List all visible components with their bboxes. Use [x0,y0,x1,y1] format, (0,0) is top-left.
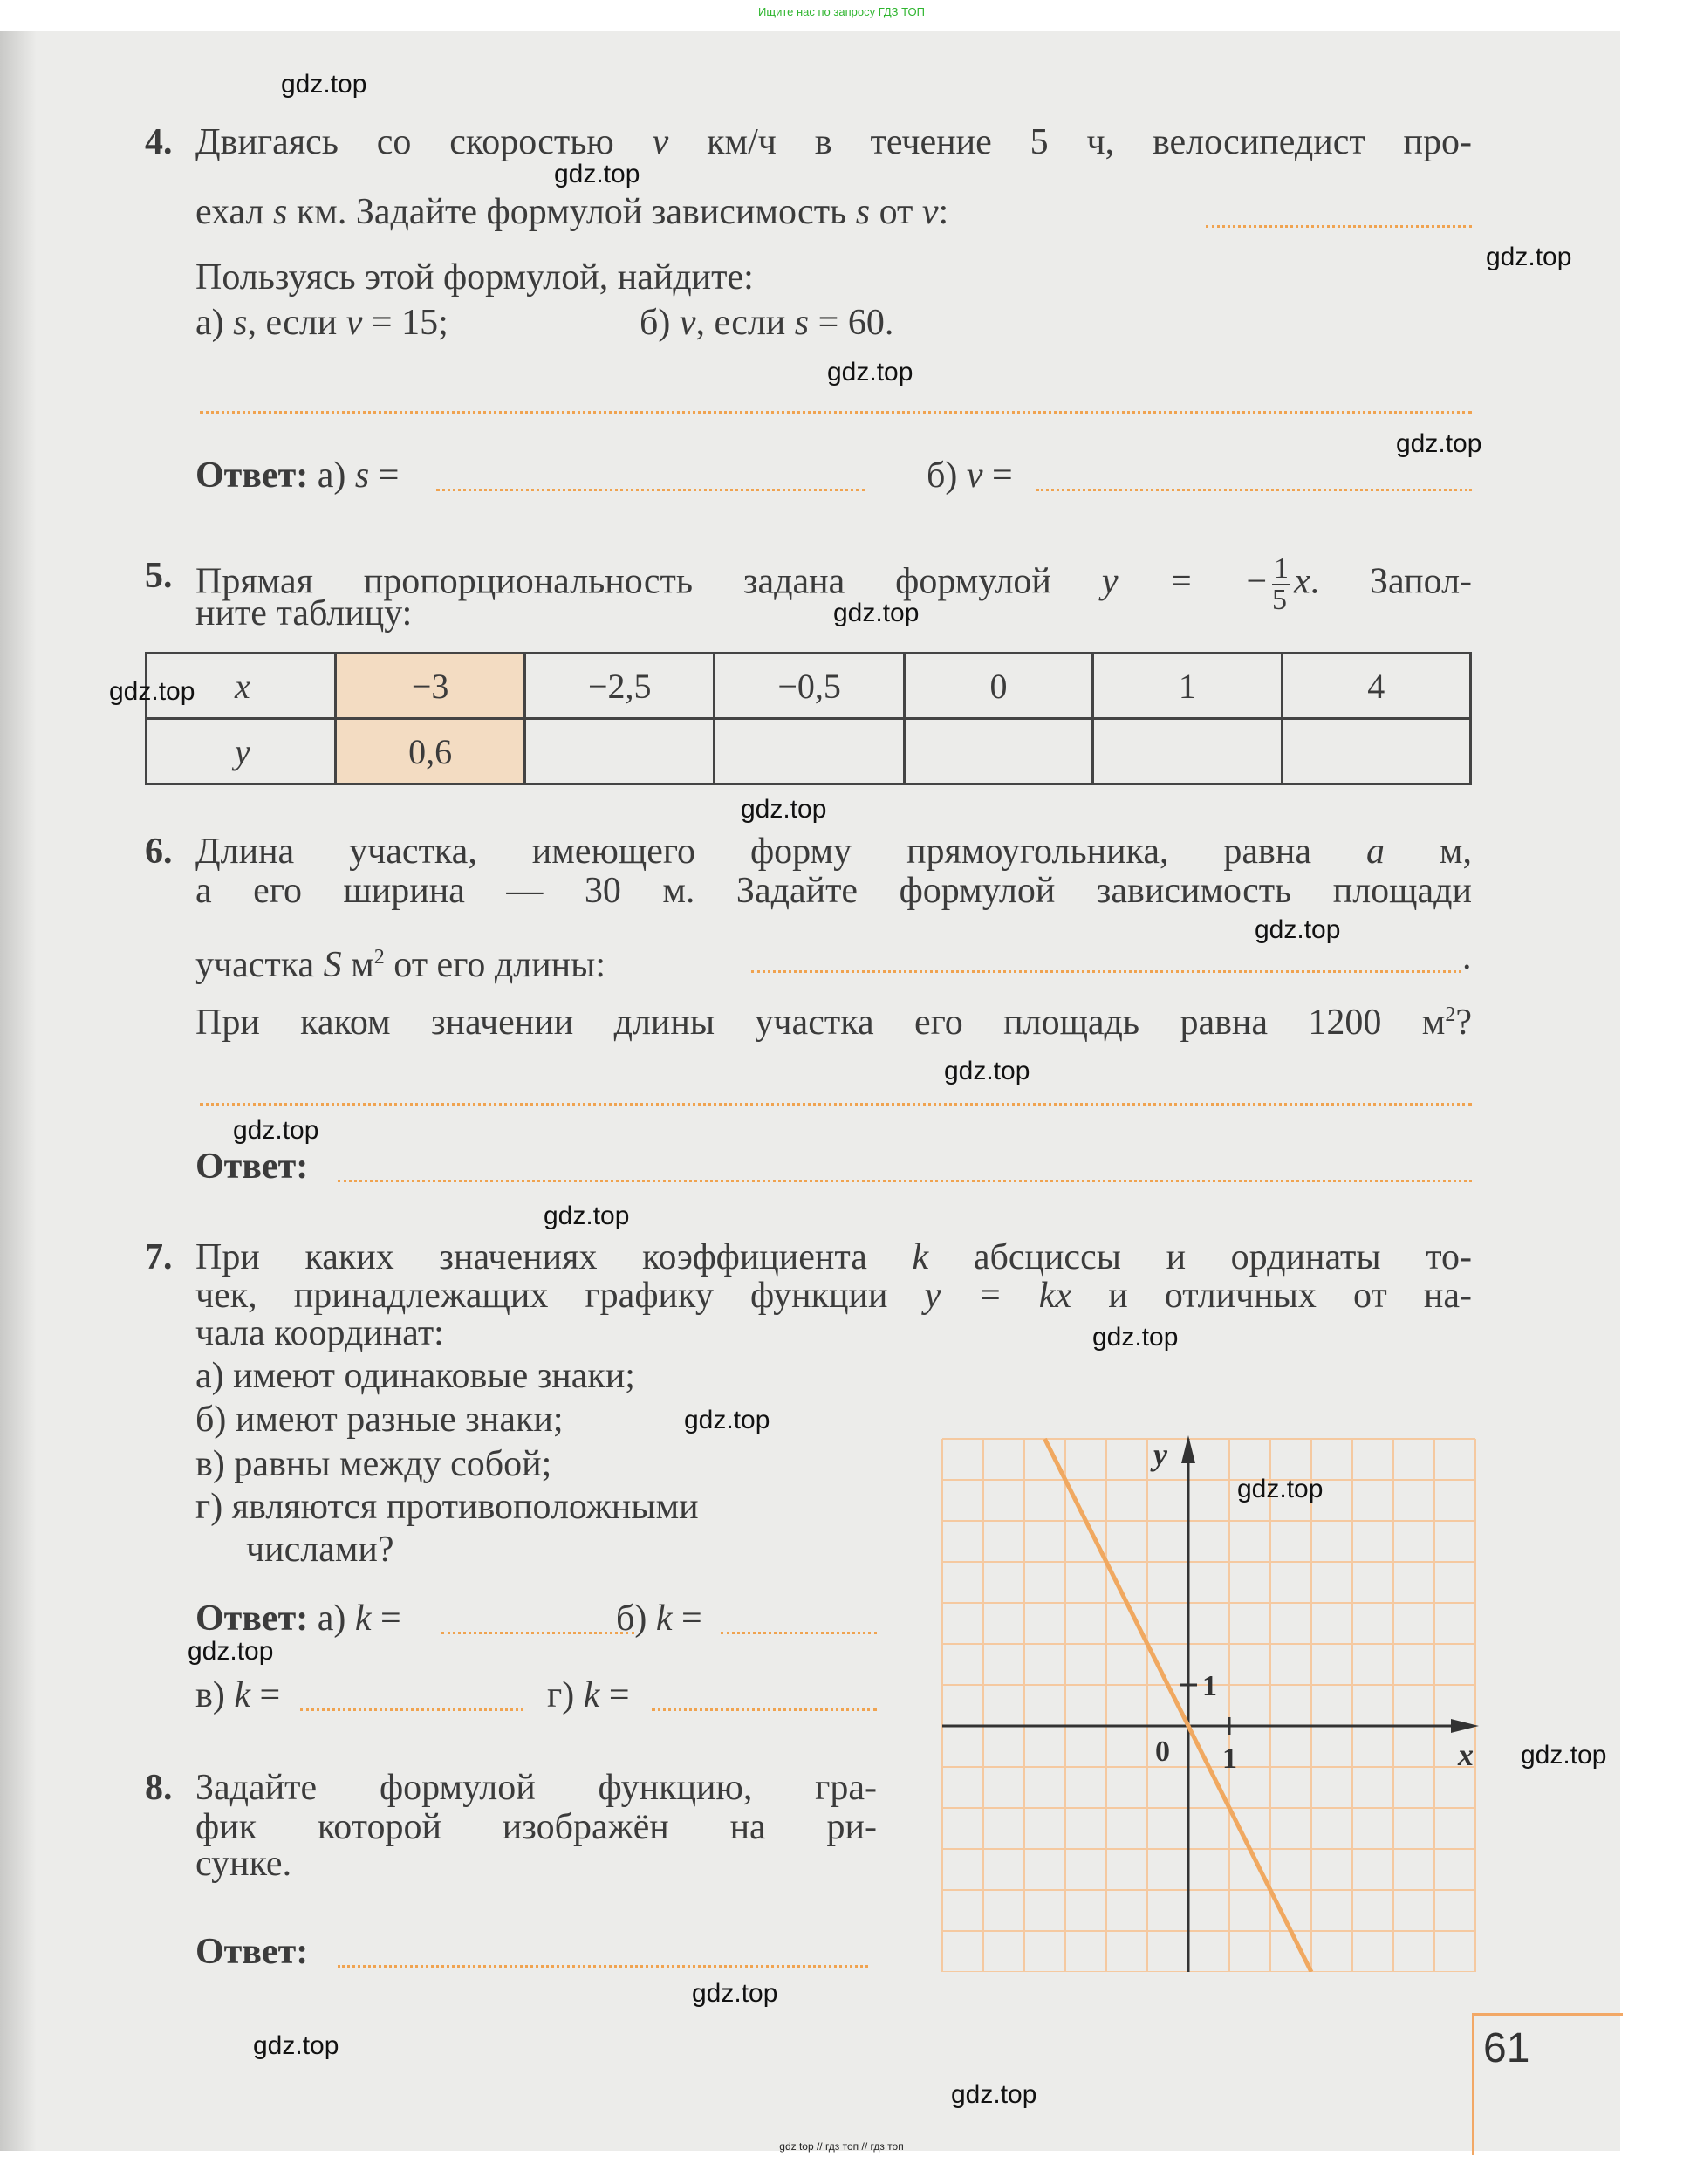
task4-part-a [195,301,448,345]
task7-option-d: г) являются противоположными [195,1487,699,1527]
task4-line1 [195,120,1472,164]
table-cell: 4 [1282,654,1470,719]
table-input-cell[interactable] [1093,719,1282,784]
text: Длина участка, имеющего форму прямоугольника, равна [195,832,1312,872]
superscript: 2 [373,946,385,969]
text: Двигаясь со скоростью [195,122,614,162]
text: = [982,455,1013,496]
task6-answer-field[interactable] [338,1180,1472,1182]
task7-answer-b-field[interactable] [721,1632,877,1634]
text: км. Задайте формулой зависимость [296,192,847,232]
text: ехал [195,192,264,232]
task8-answer-field[interactable] [338,1965,868,1968]
task6-answer-label: Ответ: [195,1147,309,1187]
answer-label: Ответ: [195,1599,309,1639]
task7-answer-a [195,1597,401,1640]
task6-line1 [195,830,1472,873]
var-v: v [966,455,983,496]
header-x: x [235,666,250,706]
task6-formula-field[interactable] [751,970,1461,973]
var-v: v [652,122,669,162]
period: . [1462,937,1472,977]
table-cell: −2,5 [525,654,715,719]
text: = 15; [362,303,448,343]
task6-line4: При каком значении длины участка его площадь равна 1200 $м^2$? [195,1003,1472,1043]
table-input-cell[interactable] [715,719,904,784]
formula: y = kx [924,1276,1072,1316]
task7-option-c: в) равны между собой; [195,1444,552,1484]
text: : [938,192,949,232]
text: б) [616,1599,647,1639]
task7-option-a: а) имеют одинаковые знаки; [195,1356,635,1396]
var-k: k [912,1237,929,1277]
task8-line1: Задайте формулой функцию, гра- [195,1768,877,1808]
watermark: gdz.top [554,160,640,188]
watermark: gdz.top [944,1057,1030,1085]
table-cell: 0 [904,654,1092,719]
x-axis-label: x [1458,1737,1474,1772]
graph-grid [942,1439,1475,1972]
task4-answer-a [195,454,399,497]
y-axis-label: y [1153,1437,1167,1472]
task7-line1 [195,1236,1472,1279]
task6-line2: а его ширина — 30 м. Задайте формулой зависимость площади [195,871,1472,911]
task4-formula-answer-field[interactable] [1206,225,1472,228]
text: б) [927,455,958,496]
watermark: gdz.top [833,599,920,627]
text: = [672,1599,702,1639]
table-cell: 1 [1093,654,1282,719]
task5-number: 5. [145,556,173,596]
text: При каких значениях коэффициента [195,1237,867,1277]
text: абсциссы и ординаты то- [973,1237,1473,1277]
task5-line2: ните таблицу: [195,593,413,633]
x-tick-label: 1 [1222,1742,1237,1775]
table-input-cell[interactable] [904,719,1092,784]
var-S: S [323,945,342,985]
footer-text: gdz top // гдз топ // гдз топ [779,2140,904,2153]
watermark: gdz.top [1396,429,1482,458]
task4-part-b [640,301,893,345]
numerator: 1 [1273,552,1289,585]
table-row-x [147,654,1471,719]
text: = [599,1675,630,1715]
text: а) [317,1599,346,1639]
table-input-cell[interactable] [525,719,715,784]
watermark: gdz.top [544,1202,630,1230]
table-input-cell[interactable] [1282,719,1470,784]
task7-answer-d [547,1674,630,1717]
text: участка [195,945,315,985]
task7-line3: чала координат: [195,1313,444,1353]
y-tick-label: 1 [1202,1670,1217,1702]
var-v: v [345,303,363,343]
task7-answer-a-field[interactable] [441,1632,634,1634]
text: , если [247,303,338,343]
task8-number: 8. [145,1768,173,1808]
task7-option-b: б) имеют разные знаки; [195,1400,564,1440]
var-s: s [233,303,248,343]
header-y: y [235,731,250,771]
watermark: gdz.top [233,1116,319,1145]
watermark: gdz.top [1521,1741,1607,1770]
text: = [250,1675,281,1715]
var-s: s [855,192,871,232]
table-cell [147,719,336,784]
task7-number: 7. [145,1237,173,1277]
task5-table [145,652,1472,785]
watermark: gdz.top [253,2031,339,2060]
formula: y = − [1101,561,1269,602]
table-cell: −0,5 [715,654,904,719]
text: , если [695,303,786,343]
answer-label: Ответ: [195,455,309,496]
text: от его длины: [393,945,606,985]
text: . Запол- [1310,561,1473,602]
page-number: 61 [1483,2025,1530,2071]
watermark: gdz.top [1255,915,1341,944]
table-cell: −3 [336,654,525,719]
text: а) [317,455,346,496]
superscript: 2 [1445,1003,1456,1026]
watermark: gdz.top [684,1406,770,1434]
text: чек, принадлежащих графику функции [195,1276,888,1316]
text: от [879,192,913,232]
text: в) [195,1675,225,1715]
task7-option-d-cont: числами? [246,1530,394,1570]
text: км/ч в течение 5 ч, велосипедист про- [707,122,1473,162]
var-s: s [794,303,810,343]
watermark: gdz.top [281,70,367,99]
top-banner[interactable]: Ищите нас по запросу ГДЗ ТОП [758,5,925,18]
watermark: gdz.top [741,795,827,824]
denominator: 5 [1271,584,1287,616]
var-x: x [1293,561,1310,602]
task4-work-field[interactable] [200,411,1472,414]
page-binding-shadow [0,31,37,2151]
task7-answer-d-field[interactable] [652,1708,877,1711]
watermark: gdz.top [827,358,913,387]
text: = 60. [809,303,894,343]
task7-answer-b [616,1597,702,1640]
task7-answer-c [195,1674,280,1717]
text: г) [547,1675,575,1715]
task6-line3 [195,935,605,987]
var-v: v [679,303,696,343]
watermark: gdz.top [1486,243,1572,271]
var-s: s [354,455,370,496]
text: При каком значении длины участка его площадь равна 1200 м [195,1003,1446,1043]
text: = [369,455,400,496]
var-k: k [234,1675,250,1715]
task4-answer-b [927,454,1013,497]
task4-answer-b-field[interactable] [1036,489,1472,491]
task8-answer-label: Ответ: [195,1932,309,1972]
text: Прямая пропорциональность задана формулой [195,561,1051,602]
watermark: gdz.top [109,677,195,706]
var-k: k [655,1599,673,1639]
text: = [371,1599,401,1639]
task4-line3: Пользуясь этой формулой, найдите: [195,257,754,298]
function-graph [939,1435,1480,1972]
task8-line2: фик которой изображён на ри- [195,1807,877,1847]
text: и отличных от на- [1108,1276,1473,1316]
task6-work-field[interactable] [200,1103,1472,1106]
text: м, [1439,832,1472,872]
label: б) [640,303,671,343]
watermark: gdz.top [188,1637,274,1666]
task6-number: 6. [145,832,173,872]
table-cell: 0,6 [336,719,525,784]
text: м [351,945,374,985]
watermark: gdz.top [1092,1323,1179,1352]
var-s: s [273,192,288,232]
task8-line3: сунке. [195,1844,292,1884]
var-k: k [583,1675,600,1715]
watermark: gdz.top [1237,1475,1324,1503]
table-row-y [147,719,1471,784]
var-k: k [354,1599,372,1639]
task7-answer-c-field[interactable] [300,1708,523,1711]
label: а) [195,303,224,343]
var-a: a [1365,832,1385,872]
watermark: gdz.top [692,1979,778,2008]
origin-label: 0 [1155,1736,1170,1768]
watermark: gdz.top [951,2080,1037,2109]
task4-line2 [195,190,1199,234]
task4-number: 4. [145,122,173,162]
var-v: v [921,192,939,232]
task4-answer-a-field[interactable] [436,489,865,491]
function-line [1045,1439,1312,1972]
